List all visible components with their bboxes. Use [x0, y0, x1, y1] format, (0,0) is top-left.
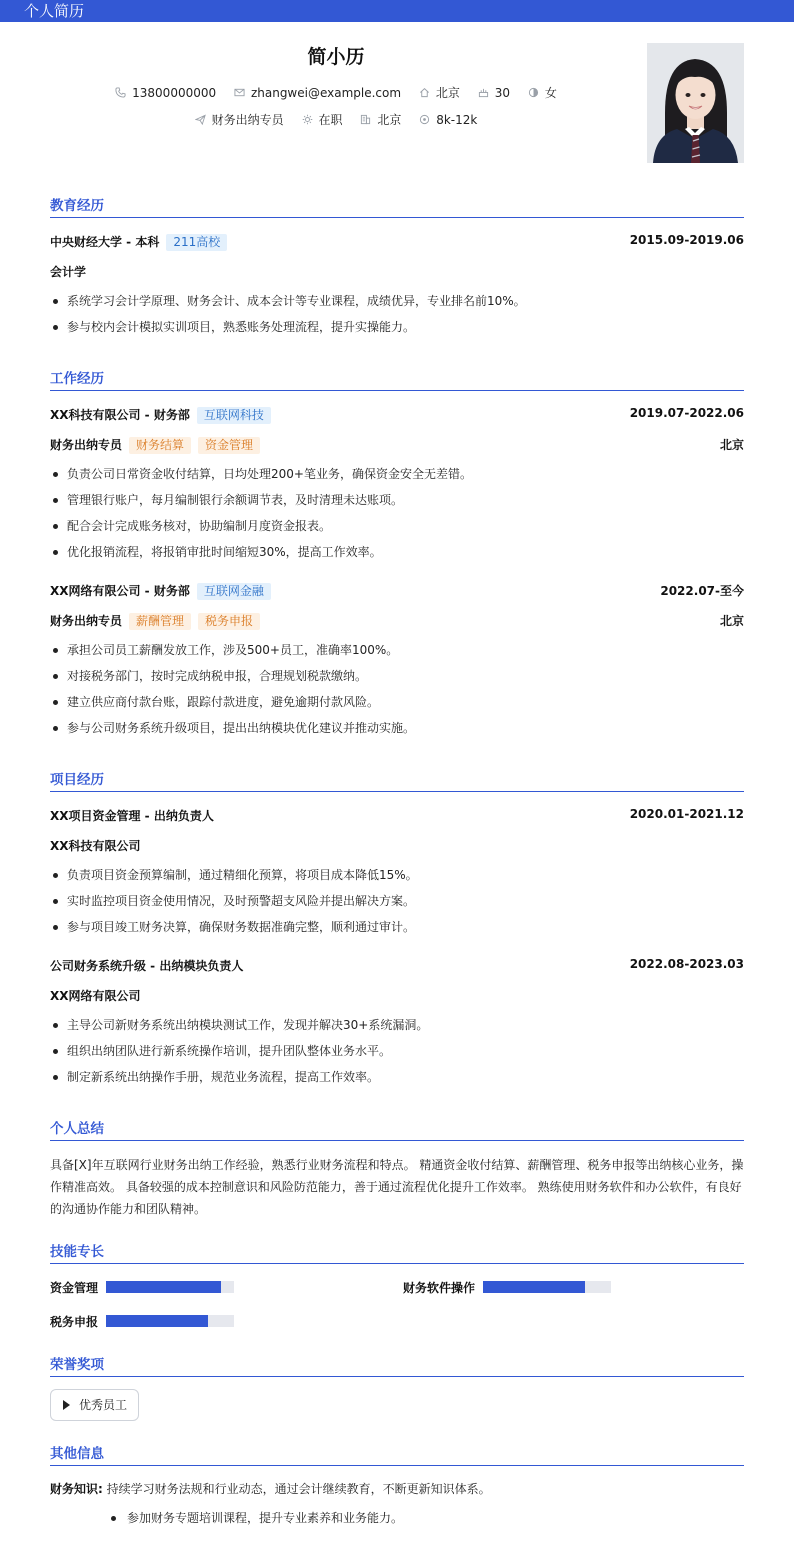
- list-item: 对接税务部门，按时完成纳税申报，合理规划税款缴纳。: [50, 668, 744, 694]
- target-city-text: 北京: [377, 113, 402, 127]
- list-item: 制定新系统出纳操作手册，规范业务流程，提高工作效率。: [50, 1069, 744, 1095]
- honor-item[interactable]: [50, 1389, 139, 1421]
- work-city: 北京: [719, 438, 744, 452]
- page-header-bar: [0, 0, 794, 22]
- email-info: [234, 86, 401, 100]
- coin-icon: [419, 114, 430, 125]
- send-icon: [195, 114, 206, 125]
- work-entry-2-header: [50, 582, 744, 600]
- age-text: 30: [494, 86, 511, 100]
- other-info-label: 财务知识:: [50, 1482, 103, 1496]
- section-title-skills: 技能专长: [50, 1240, 744, 1264]
- gender-text: 女: [544, 86, 557, 100]
- summary-text: 具备[X]年互联网行业财务出纳工作经验，熟悉行业财务流程和特点。 精通资金收付结算、薪酬管理、税务申报等出纳核心业务，操作精准高效。 具备较强的成本控制意识和风险防范能力，善于通过流程优化提升工作效率。 熟练使用财务软件和办公软件，有良好的沟通协作能力和团队精神。: [50, 1158, 744, 1216]
- industry-tag: 互联网金融: [197, 583, 271, 600]
- skill-bar: [106, 1315, 234, 1327]
- work-entry-2-bullets: [50, 642, 744, 746]
- project-2-bullets: [50, 1017, 744, 1095]
- other-info-bullets: [108, 1510, 403, 1526]
- project-1-company-row: [50, 837, 744, 854]
- skill-tag: 财务结算: [129, 437, 191, 454]
- email-text: zhangwei@example.com: [250, 86, 402, 100]
- list-item: 管理银行账户，每月编制银行余额调节表，及时清理未达账项。: [50, 492, 744, 518]
- profile-header: [0, 22, 794, 172]
- work-period: 2022.07-至今: [660, 584, 744, 598]
- position-title: 财务出纳专员: [50, 438, 123, 452]
- contact-row: [0, 84, 672, 101]
- list-item: 优化报销流程，将报销审批时间缩短30%，提高工作效率。: [50, 544, 744, 570]
- skill-bar: [483, 1281, 611, 1293]
- status-info: [302, 111, 343, 128]
- list-item: 系统学习会计学原理、财务会计、成本会计等专业课程，成绩优异，专业排名前10%。: [50, 293, 744, 319]
- list-item: 参与校内会计模拟实训项目，熟悉账务处理流程，提升实操能力。: [50, 319, 744, 345]
- work-entry-1-header: [50, 406, 744, 424]
- other-info-text: 持续学习财务法规和行业动态，通过会计继续教育，不断更新知识体系。: [106, 1482, 491, 1496]
- job-intent-row: [0, 111, 672, 128]
- list-item: 实时监控项目资金使用情况，及时预警超支风险并提出解决方案。: [50, 893, 744, 919]
- section-title-education: 教育经历: [50, 194, 744, 218]
- education-major: 会计学: [50, 265, 87, 279]
- skill-name: 税务申报: [50, 1315, 99, 1329]
- skill-bar-fill: [106, 1315, 208, 1327]
- project-company: XX网络有限公司: [50, 989, 141, 1003]
- mail-icon: [234, 87, 245, 98]
- project-2-header: [50, 957, 744, 974]
- work-period: 2019.07-2022.06: [629, 406, 744, 420]
- section-title-summary: 个人总结: [50, 1117, 744, 1141]
- education-period: 2015.09-2019.06: [629, 233, 744, 247]
- project-1-header: [50, 807, 744, 824]
- status-text: 在职: [318, 113, 343, 127]
- company-name: XX网络有限公司 - 财务部: [50, 584, 190, 598]
- industry-tag: 互联网科技: [197, 407, 271, 424]
- salary-text: 8k-12k: [436, 113, 478, 127]
- section-title-honors: 荣誉奖项: [50, 1353, 744, 1377]
- cake-icon: [478, 87, 489, 98]
- target-job-info: [195, 111, 284, 128]
- section-title-other: 其他信息: [50, 1442, 744, 1466]
- project-name: 公司财务系统升级 - 出纳模块负责人: [50, 959, 244, 973]
- target-job-text: 财务出纳专员: [211, 113, 284, 127]
- list-item: 建立供应商付款台账，跟踪付款进度，避免逾期付款风险。: [50, 694, 744, 720]
- project-2-company-row: [50, 987, 744, 1004]
- location-info: [419, 84, 460, 101]
- list-item: 参与项目竣工财务决算，确保财务数据准确完整，顺利通过审计。: [50, 919, 744, 945]
- home-icon: [419, 87, 430, 98]
- phone-icon: [115, 87, 126, 98]
- school-name: 中央财经大学 - 本科: [50, 235, 160, 249]
- gender-icon: [528, 87, 539, 98]
- work-entry-2-role: [50, 612, 744, 630]
- section-title-projects: 项目经历: [50, 768, 744, 792]
- skill-bar: [106, 1281, 234, 1293]
- phone-info: [115, 86, 216, 100]
- salary-info: [419, 113, 477, 127]
- education-bullets: [50, 293, 744, 345]
- work-entry-1-role: [50, 436, 744, 454]
- page-header-title: 个人简历: [24, 2, 85, 20]
- work-city: 北京: [719, 614, 744, 628]
- list-item: 参与公司财务系统升级项目，提出出纳模块优化建议并推动实施。: [50, 720, 744, 746]
- position-title: 财务出纳专员: [50, 614, 123, 628]
- project-period: 2022.08-2023.03: [629, 957, 744, 971]
- list-item: 配合会计完成账务核对，协助编制月度资金报表。: [50, 518, 744, 544]
- candidate-name: 简小历: [307, 46, 365, 68]
- section-title-work: 工作经历: [50, 367, 744, 391]
- company-name: XX科技有限公司 - 财务部: [50, 408, 190, 422]
- project-company: XX科技有限公司: [50, 839, 141, 853]
- school-tag: 211高校: [166, 234, 227, 251]
- play-triangle-icon: [63, 1400, 70, 1410]
- location-text: 北京: [435, 86, 460, 100]
- skill-bar-fill: [106, 1281, 221, 1293]
- list-item: 主导公司新财务系统出纳模块测试工作，发现并解决30+系统漏洞。: [50, 1017, 744, 1043]
- education-major-row: [50, 263, 744, 280]
- skill-bar-fill: [483, 1281, 585, 1293]
- education-entry-header: [50, 233, 744, 251]
- target-city-info: [360, 111, 401, 128]
- gear-icon: [302, 114, 313, 125]
- project-1-bullets: [50, 867, 744, 945]
- list-item: 参加财务专题培训课程，提升专业素养和业务能力。: [108, 1510, 403, 1526]
- list-item: 承担公司员工薪酬发放工作，涉及500+员工，准确率100%。: [50, 642, 744, 668]
- skill-tag: 税务申报: [198, 613, 260, 630]
- skill-tag: 资金管理: [198, 437, 260, 454]
- list-item: 负责项目资金预算编制，通过精细化预算，将项目成本降低15%。: [50, 867, 744, 893]
- other-info-row: [50, 1480, 744, 1497]
- honor-label: 优秀员工: [79, 1398, 128, 1412]
- skill-name: 资金管理: [50, 1281, 99, 1295]
- project-period: 2020.01-2021.12: [629, 807, 744, 821]
- age-info: [478, 86, 510, 100]
- list-item: 组织出纳团队进行新系统操作培训，提升团队整体业务水平。: [50, 1043, 744, 1069]
- skill-name: 财务软件操作: [403, 1281, 476, 1295]
- gender-info: [528, 84, 557, 101]
- list-item: 负责公司日常资金收付结算，日均处理200+笔业务，确保资金安全无差错。: [50, 466, 744, 492]
- phone-text: 13800000000: [132, 86, 217, 100]
- work-entry-1-bullets: [50, 466, 744, 570]
- project-name: XX项目资金管理 - 出纳负责人: [50, 809, 214, 823]
- skill-tag: 薪酬管理: [129, 613, 191, 630]
- building-icon: [360, 114, 371, 125]
- profile-photo: [647, 43, 744, 163]
